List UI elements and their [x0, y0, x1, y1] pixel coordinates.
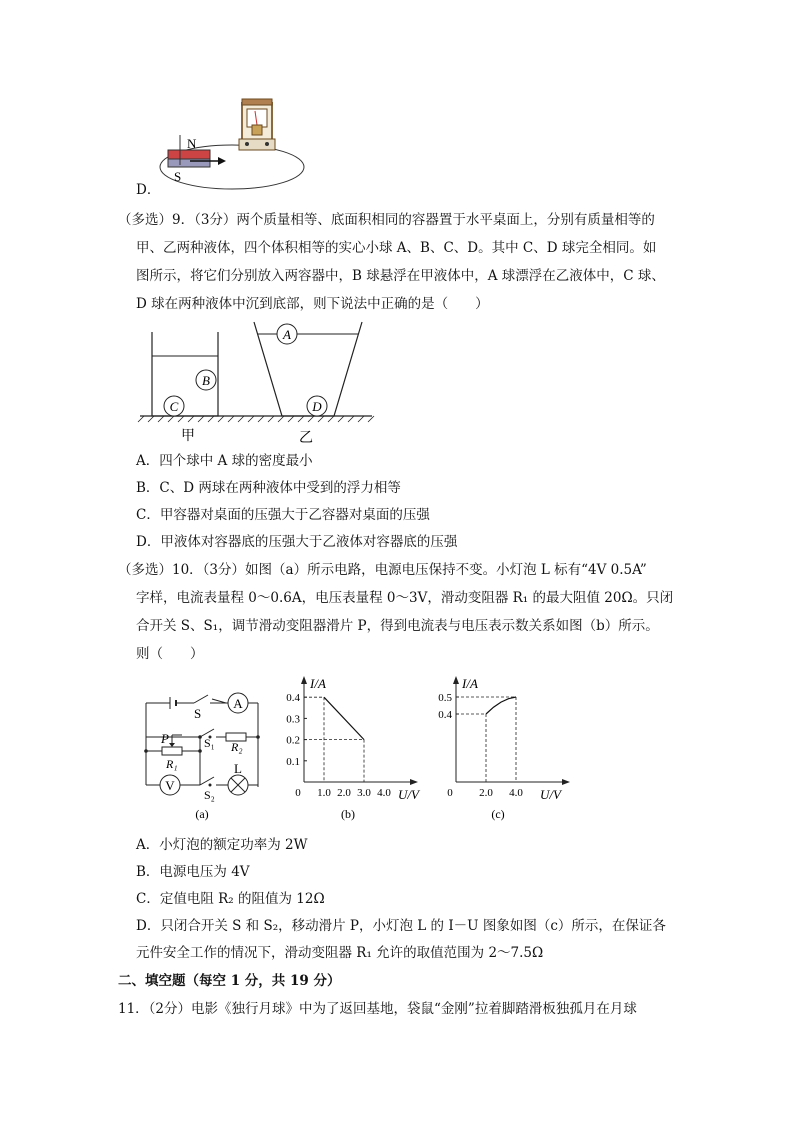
ball-b-label: B	[202, 373, 210, 388]
q9-option-b: B．C、D 两球在两种液体中受到的浮力相等	[136, 480, 401, 496]
chart-c-ytick-label: 0.5	[438, 692, 452, 704]
chart-b-xtick-label: 1.0	[317, 787, 331, 799]
lamp-l-label: L	[234, 761, 242, 776]
chart-b-ytick-label: 0.3	[286, 713, 300, 726]
ball-d-label: D	[312, 399, 322, 414]
q9-stem-line-3: 图所示，将它们分别放入两容器中，B 球悬浮在甲液体中，A 球漂浮在乙液体中，C 球、	[136, 268, 665, 284]
q9-option-a: A．四个球中 A 球的密度最小	[136, 453, 313, 469]
chart-b-xtick-label: 3.0	[357, 787, 371, 799]
q10-option-b: B．电源电压为 4V	[136, 864, 250, 880]
q9-stem-line-4: D 球在两种液体中沉到底部，则下说法中正确的是（ ）	[136, 296, 489, 312]
q9-option-d: D．甲液体对容器底的压强大于乙液体对容器底的压强	[136, 534, 458, 550]
q9-stem-line-1: （多选）9．（3分）两个质量相等、底面积相同的容器置于水平桌面上，分别有质量相等的	[118, 212, 655, 228]
q10-option-d-line-2: 元件安全工作的情况下，滑动变阻器 R₁ 允许的取值范围为 2～7.5Ω	[136, 945, 544, 961]
switch-s1-label: S₁	[204, 736, 215, 750]
q10-chart-b	[280, 672, 430, 827]
chart-b-ytick-label: 0.4	[286, 692, 300, 705]
q10-stem-line-3: 合开关 S、S₁，调节滑动变阻器滑片 P，得到电流表与电压表示数关系如图（b）所示。	[136, 618, 659, 634]
chart-b-xtick-label: 4.0	[377, 787, 391, 799]
chart-b-xtick-label: 0	[295, 787, 301, 799]
chart-c-series-line	[486, 697, 516, 714]
chart-c-ytick-label: 0.4	[438, 709, 452, 721]
chart-b-caption: (b)	[341, 807, 355, 821]
magnet-n-label: N	[187, 136, 197, 151]
switch-s2-label: S₂	[204, 788, 215, 802]
q10-stem-line-1: （多选）10．（3分）如图（a）所示电路，电源电压保持不变。小灯泡 L 标有“4V 0.5A”	[118, 562, 647, 578]
q8-option-d: D．	[136, 182, 161, 198]
section-2-heading: 二、填空题（每空 1 分，共 19 分）	[118, 973, 341, 989]
voltmeter-label: V	[165, 778, 175, 793]
switch-s-label: S	[194, 706, 202, 721]
chart-c-caption: (c)	[491, 807, 505, 821]
chart-c-xtick-label: 4.0	[509, 787, 523, 799]
chart-c-xtick-label: 0	[447, 787, 453, 799]
q10-chart-c	[432, 672, 582, 827]
container-yi-label: 乙	[299, 431, 313, 446]
q10-option-d-line-1: D．只闭合开关 S 和 S₂，移动滑片 P，小灯泡 L 的 I－U 图象如图（c）所示，在保证各	[136, 918, 666, 934]
q8-option-d-figure	[150, 95, 310, 195]
q9-stem-line-2: 甲、乙两种液体，四个体积相等的实心小球 A、B、C、D。其中 C、D 球完全相同。如	[136, 240, 657, 256]
ball-c-label: C	[169, 399, 179, 414]
r1-label: R₁	[166, 757, 178, 771]
q10-stem-line-2: 字样，电流表量程 0～0.6A，电压表量程 0～3V，滑动变阻器 R₁ 的最大阻值 20Ω。只闭	[136, 590, 674, 606]
container-jia-label: 甲	[181, 429, 195, 444]
chart-b-xlabel: U/V	[398, 787, 419, 802]
ball-a-label: A	[283, 327, 291, 342]
chart-b-ytick-label: 0.2	[286, 734, 300, 747]
q11-stem-line-1: 11．（2分）电影《独行月球》中为了返回基地，袋鼠“金刚”拉着脚踏滑板独孤月在月球	[118, 1001, 637, 1017]
q10-option-c: C．定值电阻 R₂ 的阻值为 12Ω	[136, 891, 325, 907]
chart-c-ylabel: I/A	[462, 676, 478, 691]
magnet-s-label: S	[174, 169, 182, 184]
slider-p-label: P	[161, 731, 169, 746]
q10-circuit-figure-a	[136, 685, 276, 825]
figure-a-caption: (a)	[195, 807, 209, 821]
q9-option-c: C．甲容器对桌面的压强大于乙容器对桌面的压强	[136, 507, 430, 523]
q10-stem-line-4: 则（ ）	[136, 646, 204, 662]
q10-option-a: A．小灯泡的额定功率为 2W	[136, 837, 308, 853]
chart-b-ytick-label: 0.1	[286, 755, 300, 768]
chart-b-xtick-label: 2.0	[337, 787, 351, 799]
ammeter-label: A	[233, 696, 243, 711]
chart-b-ylabel: I/A	[310, 676, 326, 691]
chart-c-xtick-label: 2.0	[479, 787, 493, 799]
chart-c-xlabel: U/V	[540, 787, 561, 802]
chart-b-series-line	[324, 697, 364, 739]
q9-containers-figure	[136, 318, 376, 448]
r2-label: R₂	[231, 740, 243, 754]
